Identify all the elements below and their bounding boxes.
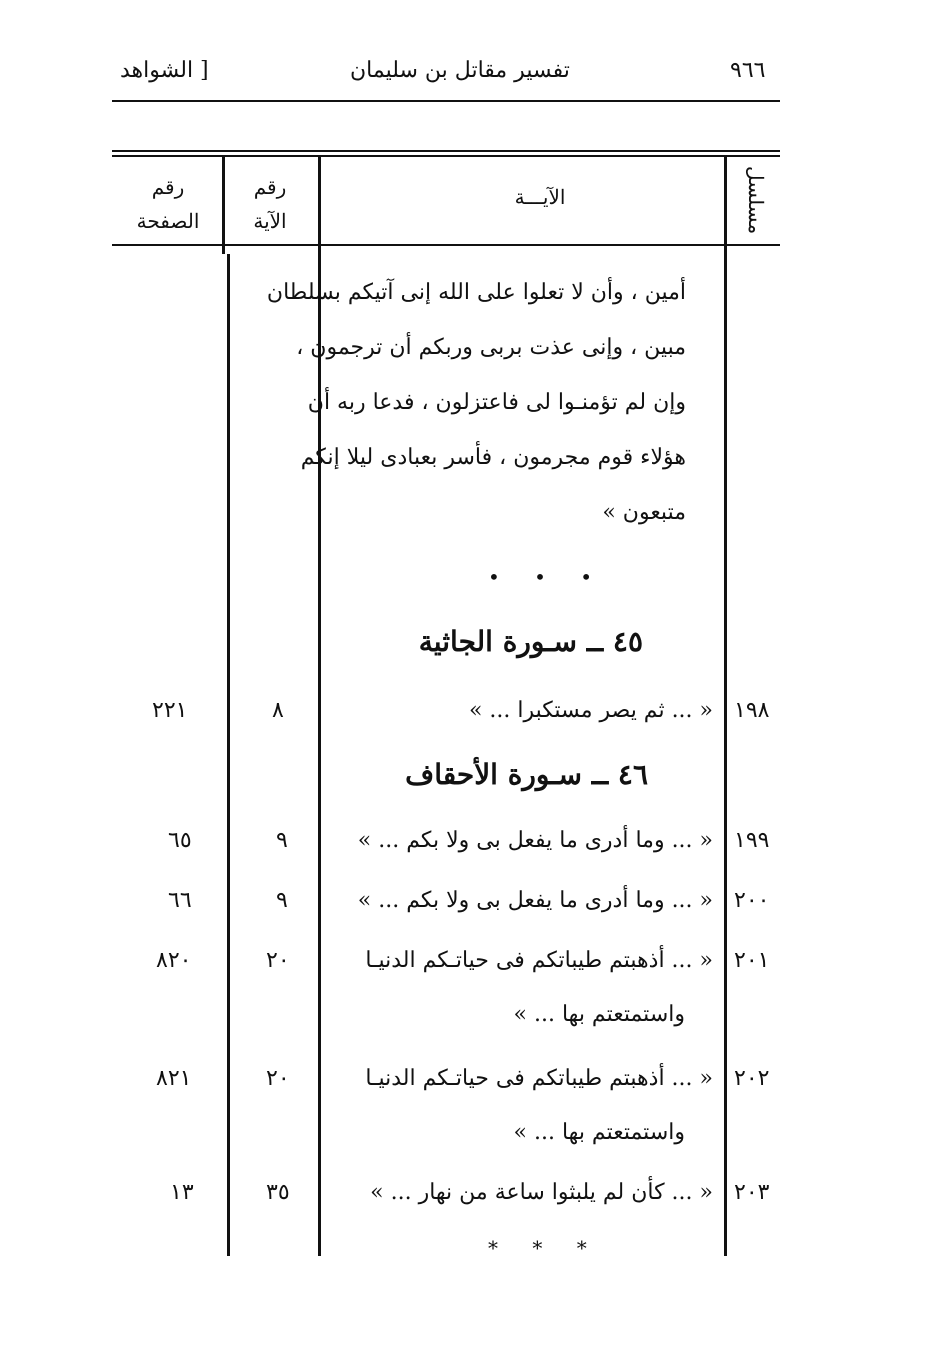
continuation-line: متبعون » [602, 500, 686, 525]
page-number: ٩٦٦ [730, 58, 766, 83]
header-page-number: رقم الصفحة [136, 175, 200, 233]
page-cell: ٨٢١ [156, 1066, 192, 1091]
surah-title: ٤٦ ــ سـورة الأحقاف [405, 758, 648, 791]
column-divider [222, 156, 225, 254]
header-verse-number: رقم الآية [253, 175, 287, 233]
serial-cell: ٢٠٣ [734, 1180, 770, 1205]
page-cell: ٢٢١ [152, 698, 188, 723]
serial-cell: ٢٠٢ [734, 1066, 770, 1091]
page-cell: ٦٦ [168, 888, 192, 913]
verse-cell: « ... أذهبتم طيباتكم فى حياتـكم الدنيـا [365, 948, 713, 973]
ayah-cell: ٢٠ [266, 948, 290, 973]
serial-cell: ١٩٨ [734, 698, 770, 723]
page-cell: ١٣ [170, 1180, 194, 1205]
section-title: [ الشواهد [120, 58, 209, 83]
page-cell: ٨٢٠ [156, 948, 192, 973]
header-rule [112, 100, 780, 102]
header-verse: الآيـــة [514, 185, 566, 209]
ayah-cell: ٢٠ [266, 1066, 290, 1091]
serial-cell: ١٩٩ [734, 828, 770, 853]
table-header-rule [112, 244, 780, 246]
continuation-line: مبين ، وإنى عذت بربى وربكم أن ترجمون ، [296, 335, 686, 360]
verse-cell-continued: واستمتعتم بها ... » [513, 1002, 685, 1027]
serial-cell: ٢٠١ [734, 948, 770, 973]
verse-cell: « ... وما أدرى ما يفعل بى ولا بكم ... » [357, 828, 713, 853]
verse-cell-continued: واستمتعتم بها ... » [513, 1120, 685, 1145]
serial-cell: ٢٠٠ [734, 888, 770, 913]
header-serial: مسلسل [744, 165, 768, 235]
column-divider [227, 254, 230, 1256]
table-top-rule-2 [112, 155, 780, 157]
continuation-line: هؤلاء قوم مجرمون ، فأسر بعبادى ليلا إنكم [300, 445, 686, 470]
verse-cell: « ... ثم يصر مستكبرا ... » [468, 698, 713, 723]
verse-cell: « ... كأن لم يلبثوا ساعة من نهار ... » [370, 1180, 713, 1205]
verse-cell: « ... أذهبتم طيباتكم فى حياتـكم الدنيـا [365, 1066, 713, 1091]
column-divider [318, 156, 321, 1256]
ayah-cell: ٨ [272, 698, 284, 723]
verse-cell: « ... وما أدرى ما يفعل بى ولا بكم ... » [357, 888, 713, 913]
column-divider [724, 156, 727, 1256]
table-top-rule [112, 150, 780, 152]
end-separator: * * * [488, 1236, 601, 1260]
surah-title: ٤٥ ــ سـورة الجاثية [418, 625, 643, 658]
continuation-line: أمين ، وأن لا تعلوا على الله إنى آتيكم بسلطان [266, 280, 686, 305]
ayah-cell: ٩ [276, 828, 288, 853]
page-cell: ٦٥ [168, 828, 192, 853]
continuation-line: وإن لم تؤمنـوا لى فاعتزلون ، فدعا ربه أن [307, 390, 686, 415]
book-title: تفسير مقاتل بن سليمان [350, 58, 570, 83]
ayah-cell: ٩ [276, 888, 288, 913]
ayah-cell: ٣٥ [266, 1180, 290, 1205]
section-separator: • • • [488, 565, 607, 589]
